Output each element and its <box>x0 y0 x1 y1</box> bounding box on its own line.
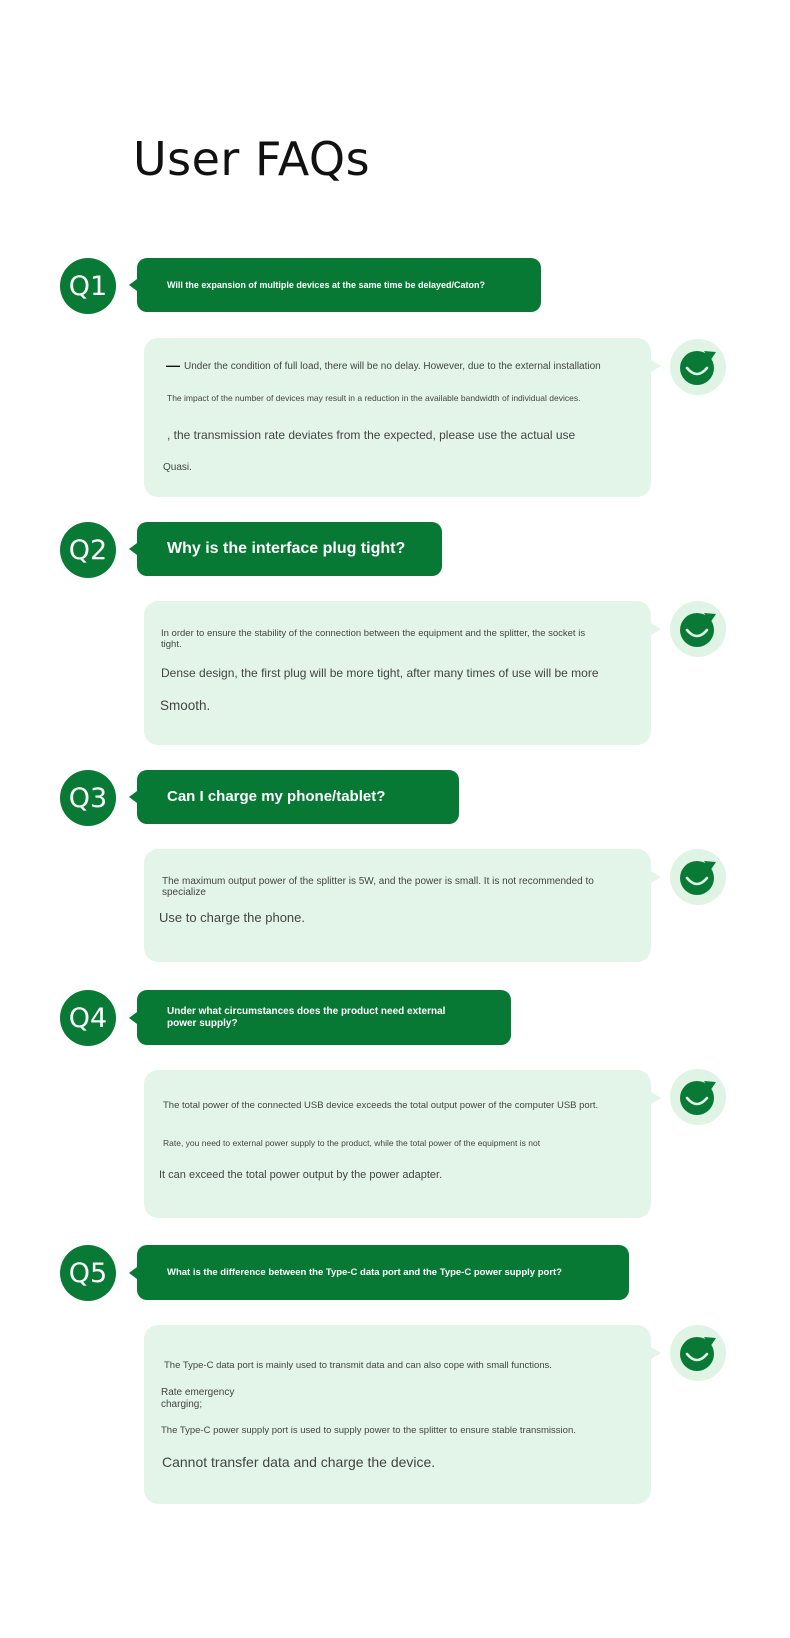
question-text: Will the expansion of multiple devices at the same time be delayed/Caton? <box>167 279 485 290</box>
answer-line-1: The maximum output power of the splitter is 5W, and the power is small. It is not recommended to specialize <box>162 876 594 898</box>
answer-line-2: Use to charge the phone. <box>159 910 305 925</box>
answer-bubble-q1 <box>144 338 651 497</box>
question-text: Under what circumstances does the product need external power supply? <box>167 1005 446 1029</box>
answer-line-3: , the transmission rate deviates from the expected, please use the actual use <box>167 428 576 442</box>
answer-line-4: Cannot transfer data and charge the device. <box>162 1454 436 1470</box>
question-badge-q3: Q3 <box>60 770 116 826</box>
page-title: User FAQs <box>133 132 371 186</box>
question-bubble-q4 <box>137 990 511 1045</box>
question-text: What is the difference between the Type-C data port and the Type-C power supply port? <box>167 1266 562 1278</box>
answer-line-3: The Type-C power supply port is used to supply power to the splitter to ensure stable transmission. <box>161 1425 576 1436</box>
answer-line-2: The impact of the number of devices may result in a reduction in the available bandwidth of individual devices. <box>167 393 581 403</box>
smiley-leaf-icon <box>670 1069 726 1125</box>
answer-line-3: Smooth. <box>160 698 211 713</box>
question-badge-q2: Q2 <box>60 522 116 578</box>
answer-dash: — <box>166 357 180 373</box>
question-badge-q5: Q5 <box>60 1245 116 1301</box>
question-badge-q1: Q1 <box>60 258 116 314</box>
answer-bubble-q2 <box>144 601 651 745</box>
question-text: Can I charge my phone/tablet? <box>167 788 386 805</box>
answer-line-4: Quasi. <box>163 462 192 473</box>
answer-line-2: Rate emergency charging; <box>161 1387 235 1410</box>
answer-bubble-q3 <box>144 849 651 962</box>
question-bubble-q2 <box>137 522 442 576</box>
answer-line-1: In order to ensure the stability of the connection between the equipment and the splitter, the socket is tight. <box>161 628 586 650</box>
question-bubble-q1 <box>137 258 541 312</box>
smiley-leaf-icon <box>670 1325 726 1381</box>
question-text: Why is the interface plug tight? <box>167 540 406 558</box>
answer-line-3: It can exceed the total power output by the power adapter. <box>159 1169 443 1181</box>
answer-line-2: Dense design, the first plug will be more tight, after many times of use will be more <box>161 666 599 680</box>
question-bubble-q3 <box>137 770 459 824</box>
answer-line-1: The Type-C data port is mainly used to transmit data and can also cope with small functions. <box>164 1360 552 1371</box>
smiley-leaf-icon <box>670 849 726 905</box>
smiley-leaf-icon <box>670 601 726 657</box>
smiley-leaf-icon <box>670 339 726 395</box>
question-badge-q4: Q4 <box>60 990 116 1046</box>
question-bubble-q5 <box>137 1245 629 1300</box>
answer-line-2: Rate, you need to external power supply to the product, while the total power of the equipment is not <box>163 1138 541 1148</box>
answer-line-1: The total power of the connected USB device exceeds the total output power of the computer USB port. <box>163 1100 599 1111</box>
answer-bubble-q5 <box>144 1325 651 1504</box>
answer-bubble-q4 <box>144 1070 651 1218</box>
answer-line-1: Under the condition of full load, there will be no delay. However, due to the external installation <box>184 361 601 372</box>
